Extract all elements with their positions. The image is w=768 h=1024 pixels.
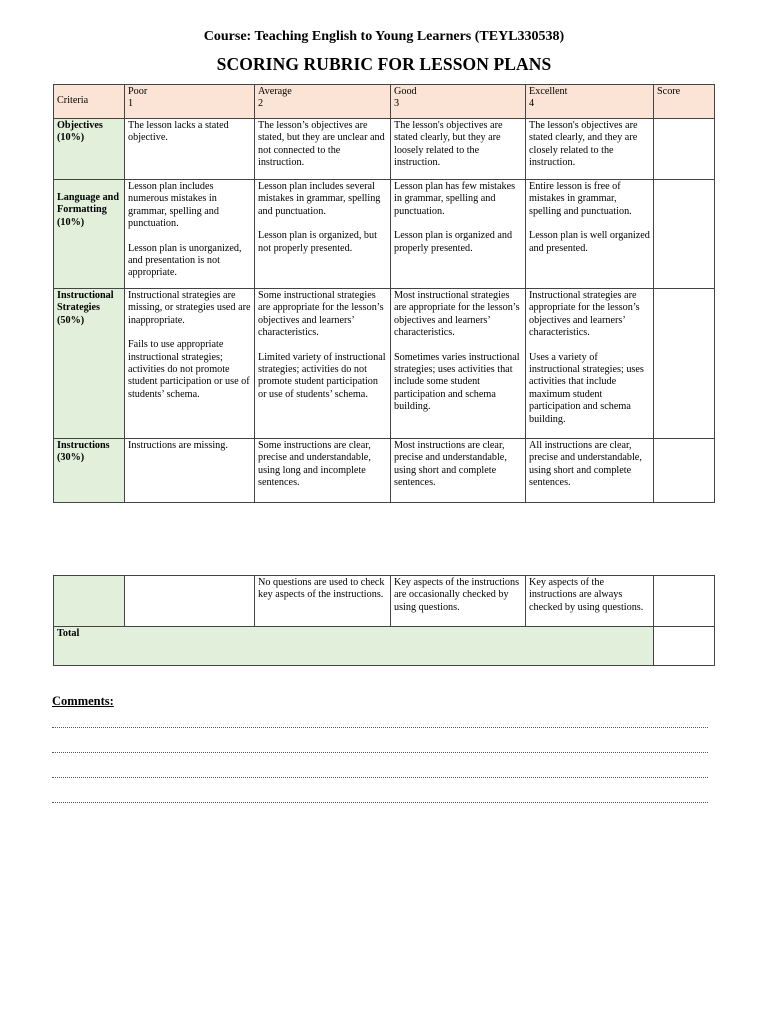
total-row	[54, 627, 715, 666]
score-cell[interactable]	[654, 439, 715, 503]
rubric-cell	[125, 180, 255, 289]
level-name: Average	[258, 86, 292, 97]
cell-text: Instructional strategies are missing, or strategies used are inappropriate.	[128, 290, 251, 326]
cell-text: Lesson plan has few mistakes in grammar, spelling and punctuation.	[394, 181, 516, 217]
cell-text: Lesson plan includes several mistakes in grammar, spelling and punctuation.	[258, 181, 381, 217]
cell-text: Sometimes varies instructional strategies; uses activities that include some student participation and schema building.	[394, 351, 520, 413]
course-title: Course: Teaching English to Young Learners (TEYL330538)	[203, 29, 565, 44]
level-header-excellent	[526, 85, 654, 119]
cell-text: Most instructional strategies are appropriate for the lesson’s objectives and learners’ characteristics.	[394, 290, 520, 339]
rubric-header-row	[54, 85, 715, 119]
rubric-cell: No questions are used to check key aspects of the instructions.	[255, 576, 391, 627]
cell-text: The lesson lacks a stated objective.	[128, 120, 229, 144]
cell-text: The lesson's objectives are stated clearly, but they are loosely related to the instruction.	[394, 120, 503, 169]
rubric-cell	[125, 439, 255, 503]
rubric-cell	[526, 180, 654, 289]
table-row	[54, 576, 715, 627]
total-label: Total	[54, 627, 654, 666]
rubric-cell	[125, 119, 255, 180]
table-row	[54, 180, 715, 289]
rubric-cell	[526, 439, 654, 503]
cell-text: Lesson plan is organized, but not properly presented.	[258, 230, 377, 254]
level-header-good	[391, 85, 526, 119]
cell-text: Fails to use appropriate instructional strategies; activities do not promote student participation or use of students’ schema.	[128, 339, 250, 400]
level-name: Poor	[128, 86, 148, 97]
cell-text: Instructional strategies are appropriate for the lesson’s objectives and learners’ characteristics.	[529, 290, 640, 339]
criterion-cell: Language and Formatting (10%)	[54, 180, 125, 289]
cell-text: The lesson's objectives are stated clearly, and they are closely related to the instruction.	[529, 120, 638, 169]
cell-text: Lesson plan includes numerous mistakes in grammar, spelling and punctuation.	[128, 181, 219, 230]
criterion-cell: Objectives (10%)	[54, 119, 125, 180]
rubric-cell	[391, 180, 526, 289]
cell-text: Some instructions are clear, precise and understandable, using long and incomplete sentences.	[258, 440, 371, 489]
cell-text: Most instructions are clear, precise and understandable, using short and complete sentences.	[394, 440, 507, 489]
score-header: Score	[654, 85, 715, 119]
cell-text: Instructions are missing.	[128, 440, 228, 451]
score-cell[interactable]	[654, 180, 715, 289]
level-points: 1	[128, 98, 134, 110]
comment-line[interactable]	[52, 727, 708, 728]
cell-text: Lesson plan is organized and properly presented.	[394, 230, 513, 254]
score-cell[interactable]	[654, 289, 715, 439]
cell-text: Some instructional strategies are appropriate for the lesson’s objectives and learners’ characteristics.	[258, 290, 384, 339]
page-title: SCORING RUBRIC FOR LESSON PLANS	[216, 54, 552, 74]
total-score-cell[interactable]	[654, 627, 715, 666]
rubric-cell	[391, 439, 526, 503]
cell-text: Uses a variety of instructional strategies; uses activities that include maximum student participation and schema building.	[529, 351, 644, 425]
rubric-cell	[125, 289, 255, 439]
level-points: 4	[529, 98, 535, 110]
table-row	[54, 289, 715, 439]
cell-text: All instructions are clear, precise and understandable, using short and complete sentences.	[529, 440, 642, 489]
rubric-cell	[526, 289, 654, 439]
rubric-cell	[125, 576, 255, 627]
table-row	[54, 439, 715, 503]
level-points: 3	[394, 98, 400, 110]
level-name: Excellent	[529, 86, 568, 97]
rubric-table-continuation	[53, 575, 715, 666]
comment-line[interactable]	[52, 802, 708, 803]
score-cell[interactable]	[654, 119, 715, 180]
rubric-cell: Key aspects of the instructions are occasionally checked by using questions.	[391, 576, 526, 627]
level-header-poor	[125, 85, 255, 119]
cell-text: Limited variety of instructional strategies; activities do not promote student participation or use of students’ schema.	[258, 351, 386, 400]
rubric-cell	[526, 119, 654, 180]
level-points: 2	[258, 98, 264, 110]
cell-text: The lesson’s objectives are stated, but they are unclear and not connected to the instruction.	[258, 120, 385, 169]
criterion-cell: Instructions (30%)	[54, 439, 125, 503]
level-name: Good	[394, 86, 417, 97]
criterion-cell: Instructional Strategies (50%)	[54, 289, 125, 439]
cell-text: Entire lesson is free of mistakes in grammar, spelling and punctuation.	[529, 181, 632, 217]
comment-line[interactable]	[52, 777, 708, 778]
rubric-cell	[255, 289, 391, 439]
criterion-cell	[54, 576, 125, 627]
rubric-cell	[255, 439, 391, 503]
rubric-cell	[255, 119, 391, 180]
level-header-average	[255, 85, 391, 119]
rubric-cell: Key aspects of the instructions are always checked by using questions.	[526, 576, 654, 627]
rubric-cell	[255, 180, 391, 289]
criteria-header: Criteria	[54, 85, 125, 119]
rubric-cell	[391, 119, 526, 180]
rubric-table	[53, 84, 715, 503]
comments-label: Comments:	[52, 694, 114, 708]
table-row	[54, 119, 715, 180]
rubric-cell	[391, 289, 526, 439]
score-cell[interactable]	[654, 576, 715, 627]
cell-text: Lesson plan is unorganized, and presentation is not appropriate.	[128, 242, 242, 279]
comment-line[interactable]	[52, 752, 708, 753]
cell-text: Lesson plan is well organized and presented.	[529, 230, 650, 254]
